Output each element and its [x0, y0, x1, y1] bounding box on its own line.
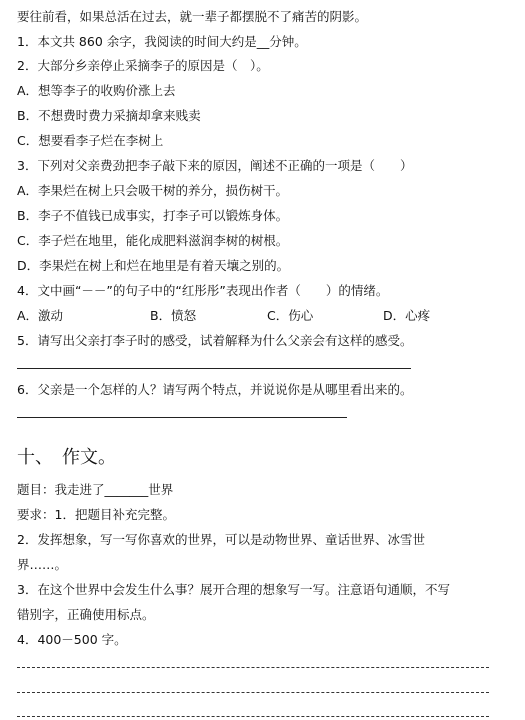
q3-option-a: A．李果烂在树上只会吸干树的养分，损伤树干。 — [17, 183, 289, 198]
answer-line-q6 — [17, 417, 347, 418]
essay-requirement-3: 3．在这个世界中会发生什么事？展开合理的想象写一写。注意语句通顺，不写 — [17, 582, 450, 597]
essay-requirement-1: 要求：1．把题目补充完整。 — [17, 507, 175, 522]
q2-option-a: A．想等李子的收购价涨上去 — [17, 83, 176, 98]
essay-requirement-2: 2．发挥想象，写一写你喜欢的世界，可以是动物世界、童话世界、冰雪世 — [17, 532, 425, 547]
q2-option-c: C．想要看李子烂在李树上 — [17, 133, 164, 148]
q4-options — [17, 308, 497, 324]
answer-line-q5 — [17, 368, 411, 369]
q4-option-c: C．伤心 — [267, 308, 314, 323]
question-6: 6．父亲是一个怎样的人？请写两个特点，并说说你是从哪里看出来的。 — [17, 382, 413, 397]
q3-option-d: D．李果烂在树上和烂在地里是有着天壤之别的。 — [17, 258, 290, 273]
q2-option-b: B．不想费时费力采摘却拿来贱卖 — [17, 108, 201, 123]
writing-line — [17, 667, 489, 668]
question-2: 2．大部分乡亲停止采摘李子的原因是（ ）。 — [17, 58, 269, 73]
essay-requirement-4: 4．400－500 字。 — [17, 632, 127, 647]
writing-line — [17, 692, 489, 693]
essay-requirement-2-cont: 界……。 — [17, 557, 68, 572]
question-3: 3．下列对父亲费劲把李子敲下来的原因，阐述不正确的一项是（ ） — [17, 158, 413, 173]
section-heading: 十、 作文。 — [17, 447, 116, 468]
q4-option-a: A．激动 — [17, 308, 64, 323]
question-5: 5．请写出父亲打李子时的感受，试着解释为什么父亲会有这样的感受。 — [17, 333, 413, 348]
q3-option-b: B．李子不值钱已成事实，打李子可以锻炼身体。 — [17, 208, 289, 223]
writing-line — [17, 716, 489, 717]
q3-option-c: C．李子烂在地里，能化成肥料滋润李树的树根。 — [17, 233, 289, 248]
question-1: 1．本文共 860 余字，我阅读的时间大约是__分钟。 — [17, 34, 307, 49]
passage-text-line: 要往前看，如果总活在过去，就一辈子都摆脱不了痛苦的阴影。 — [17, 9, 368, 24]
question-4: 4．文中画“－－”的句子中的“红彤彤”表现出作者（ ）的情绪。 — [17, 283, 389, 298]
q4-option-d: D．心疼 — [383, 308, 431, 323]
essay-requirement-3-cont: 错别字，正确使用标点。 — [17, 607, 155, 622]
essay-title-prompt: 题目：我走进了_______世界 — [17, 482, 174, 497]
q4-option-b: B．愤怒 — [150, 308, 197, 323]
